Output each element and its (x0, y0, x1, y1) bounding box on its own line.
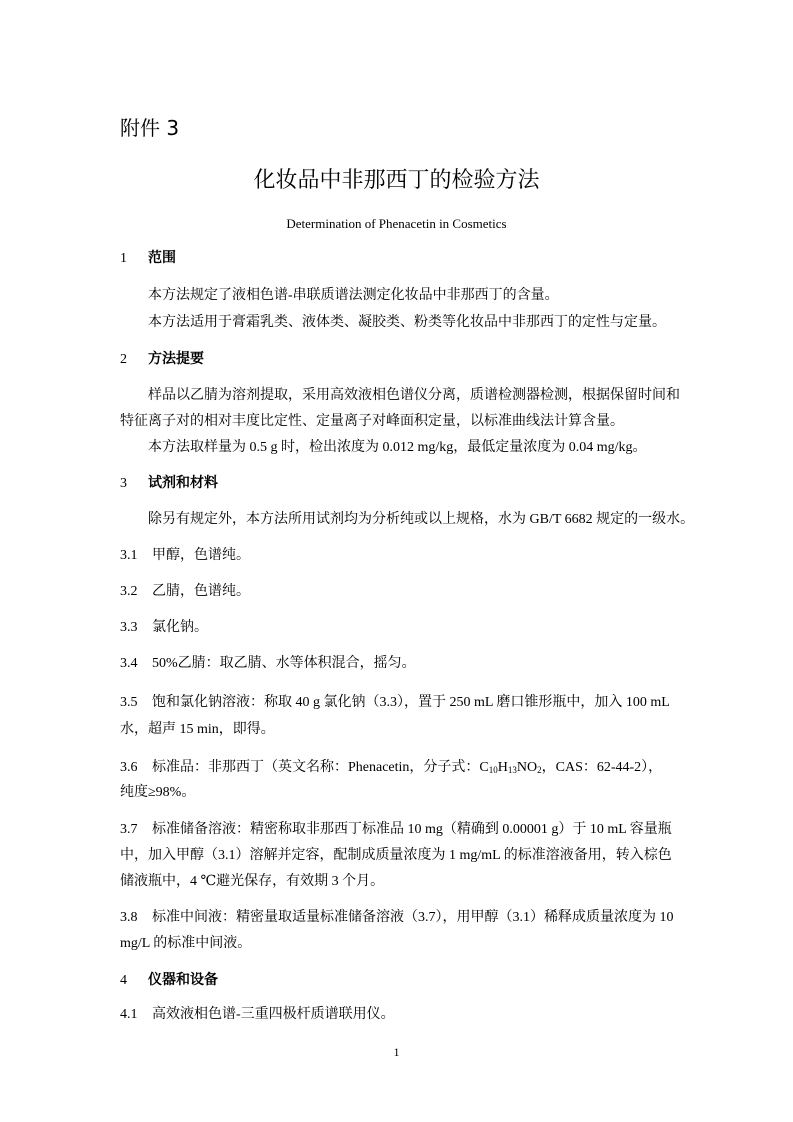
paragraph-line: 本方法取样量为 0.5 g 时，检出浓度为 0.012 mg/kg，最低定量浓度为 0.04 mg/kg。 (148, 440, 647, 455)
paragraph-line: 储液瓶中，4 ℃避光保存，有效期 3 个月。 (120, 874, 385, 889)
item-3-4: 3.4 50%乙腈：取乙腈、水等体积混合，摇匀。 (120, 656, 416, 671)
item-3-7: 3.7 标准储备溶液：精密称取非那西丁标准品 10 mg（精确到 0.00001 g）于 10 mL 容量瓶 (120, 822, 672, 837)
page-number: 1 (393, 1045, 400, 1059)
section-1-heading: 1 范围 (120, 250, 176, 266)
paragraph-line: mg/L 的标准中间液。 (120, 936, 252, 951)
section-3-heading: 3 试剂和材料 (120, 475, 218, 491)
item-3-2: 3.2 乙腈，色谱纯。 (120, 584, 250, 599)
document-subtitle: Determination of Phenacetin in Cosmetics (286, 216, 507, 231)
paragraph-line: 除另有规定外，本方法所用试剂均为分析纯或以上规格，水为 GB/T 6682 规定的一级水。 (148, 512, 695, 527)
paragraph-line: 特征离子对的相对丰度比定性、定量离子对峰面积定量，以标准曲线法计算含量。 (120, 414, 624, 429)
item-3-3: 3.3 氯化钠。 (120, 620, 208, 635)
item-3-5: 3.5 饱和氯化钠溶液：称取 40 g 氯化钠（3.3），置于 250 mL 磨口锥形瓶中，加入 100 mL (120, 695, 670, 710)
item-3-8: 3.8 标准中间液：精密量取适量标准储备溶液（3.7），用甲醇（3.1）稀释成质量浓度为 10 (120, 910, 674, 925)
item-4-1: 4.1 高效液相色谱-三重四极杆质谱联用仪。 (120, 1007, 395, 1022)
paragraph-line: 本方法适用于膏霜乳类、液体类、凝胶类、粉类等化妆品中非那西丁的定性与定量。 (148, 315, 666, 330)
item-3-6: 3.6 标准品：非那西丁（英文名称：Phenacetin，分子式：$C_{10}H_{13}NO_2$，CAS：62-44-2）， (120, 760, 663, 775)
paragraph-line: 样品以乙腈为溶剂提取，采用高效液相色谱仪分离，质谱检测器检测，根据保留时间和 (148, 388, 680, 403)
attachment-label: 附件 3 (120, 116, 180, 140)
document-title: 化妆品中非那西丁的检验方法 (253, 168, 540, 193)
chemical-formula: $C_{10}H_{13}NO_2$ (479, 760, 542, 775)
paragraph-line: 本方法规定了液相色谱-串联质谱法测定化妆品中非那西丁的含量。 (148, 288, 559, 303)
section-2-heading: 2 方法提要 (120, 351, 204, 367)
item-3-1: 3.1 甲醇，色谱纯。 (120, 548, 250, 563)
paragraph-line: 水，超声 15 min，即得。 (120, 722, 275, 737)
section-4-heading: 4 仪器和设备 (120, 972, 218, 988)
paragraph-line: 中，加入甲醇（3.1）溶解并定容，配制成质量浓度为 1 mg/mL 的标准溶液备用，转入棕色 (120, 848, 672, 863)
paragraph-line: 纯度≥98%。 (120, 785, 196, 800)
